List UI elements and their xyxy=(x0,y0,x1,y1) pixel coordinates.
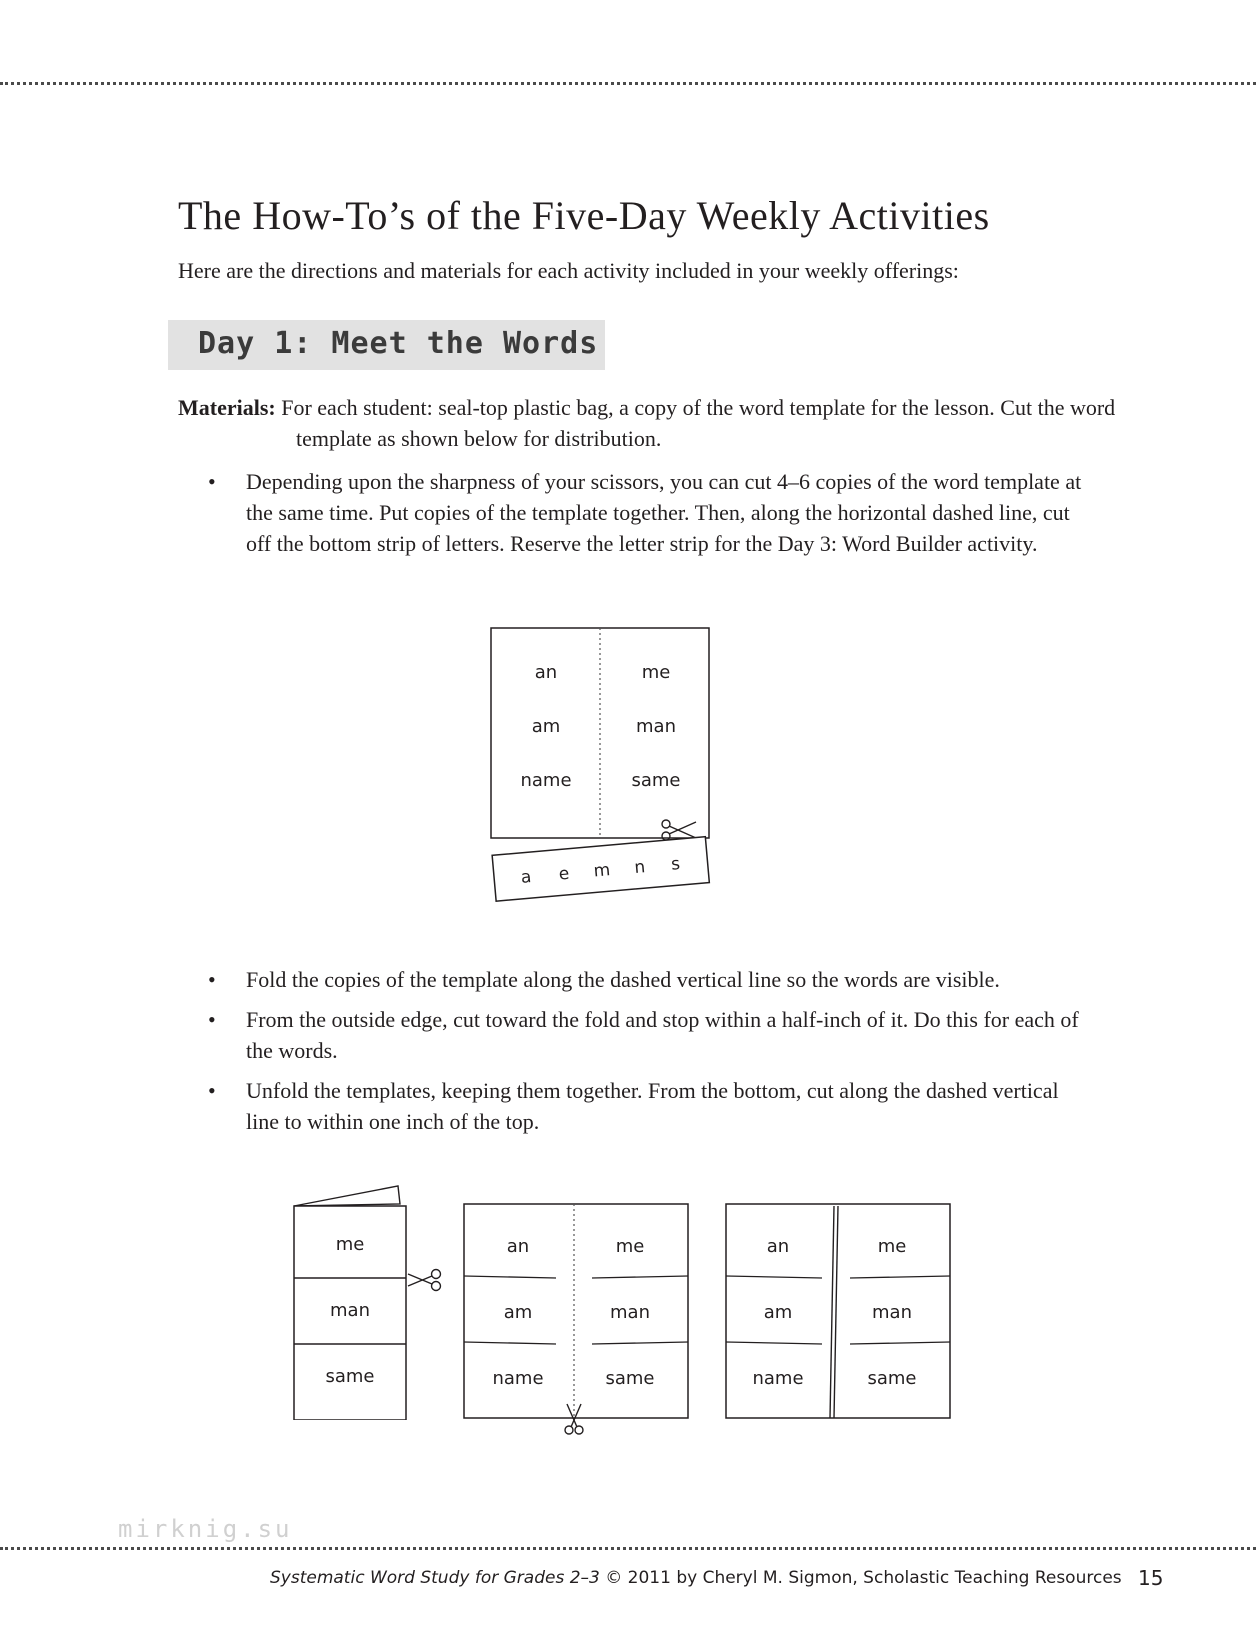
materials-paragraph xyxy=(178,392,1196,454)
final-template-figure xyxy=(722,1200,962,1430)
bullet-list-second xyxy=(208,964,1088,1146)
letter-strip xyxy=(492,837,709,901)
cut-right-word: same xyxy=(605,1368,655,1389)
cut-right-word: man xyxy=(610,1302,650,1323)
page-title: The How-To’s of the Five-Day Weekly Activities xyxy=(178,193,990,238)
top-dotted-rule xyxy=(0,82,1256,85)
day1-banner xyxy=(168,320,605,370)
template-left-word: am xyxy=(531,716,561,737)
folded-template-svg xyxy=(290,1180,450,1420)
final-right-word: man xyxy=(872,1302,912,1323)
bullet-item: • From the outside edge, cut toward the fold and stop within a half-inch of it. Do this for each of the words. xyxy=(208,1004,1088,1066)
scissors-icon xyxy=(662,820,696,840)
template-right-word: man xyxy=(636,716,676,737)
footer-credit xyxy=(270,1568,1122,1588)
template-right-word: me xyxy=(641,662,671,683)
bullet-item: • Fold the copies of the template along the dashed vertical line so the words are visible. xyxy=(208,964,1088,995)
watermark: mirknig.su xyxy=(118,1515,293,1543)
page-number: 15 xyxy=(1138,1566,1164,1590)
bullet-item: • Unfold the templates, keeping them together. From the bottom, cut along the dashed vertical line to within one inch of the top. xyxy=(208,1075,1088,1137)
word-template-svg xyxy=(470,622,730,922)
day1-banner-label: Day 1: Meet the Words xyxy=(198,326,599,361)
folded-word: same xyxy=(325,1366,375,1387)
strip-letter: s xyxy=(670,854,681,875)
strip-letter: m xyxy=(592,860,612,882)
final-template-svg xyxy=(722,1200,962,1430)
final-left-word: name xyxy=(752,1368,804,1389)
cut-template-figure xyxy=(460,1200,700,1440)
intro-text: Here are the directions and materials for each activity included in your weekly offerings: xyxy=(178,258,959,283)
folded-word: me xyxy=(335,1234,365,1255)
bottom-dotted-rule xyxy=(0,1547,1256,1550)
word-template-figure xyxy=(470,622,730,922)
final-right-word: same xyxy=(867,1368,917,1389)
template-left-word: an xyxy=(534,662,558,683)
bullet-item: • Depending upon the sharpness of your scissors, you can cut 4–6 copies of the word template at the same time. Put copies of the template together. Then, along the horizontal dashed line, cut off the bottom strip of letters. Reserve the letter strip for the Day 3: Word Builder activity. xyxy=(208,466,1088,559)
bullet-list-first xyxy=(208,466,1088,568)
footer-book-title: Systematic Word Study for Grades 2–3 xyxy=(270,1568,600,1588)
strip-letter: e xyxy=(557,863,571,885)
final-left-word: an xyxy=(766,1236,790,1257)
final-right-word: me xyxy=(877,1236,907,1257)
strip-letter: a xyxy=(520,867,533,888)
materials-text: For each student: seal-top plastic bag, a copy of the word template for the lesson. Cut the word template as shown below for distribution. xyxy=(281,395,1116,451)
cut-right-word: me xyxy=(615,1236,645,1257)
materials-label: Materials: xyxy=(178,395,276,420)
template-right-word: same xyxy=(631,770,681,791)
scissors-icon xyxy=(408,1270,441,1291)
footer-copyright: © 2011 by Cheryl M. Sigmon, Scholastic Teaching Resources xyxy=(599,1568,1122,1588)
cut-left-word: an xyxy=(506,1236,530,1257)
cut-template-svg xyxy=(460,1200,700,1440)
cut-left-word: name xyxy=(492,1368,544,1389)
folded-template-figure xyxy=(290,1180,450,1420)
strip-letter: n xyxy=(633,857,647,878)
template-left-word: name xyxy=(520,770,572,791)
folded-word: man xyxy=(330,1300,370,1321)
final-left-word: am xyxy=(763,1302,793,1323)
cut-left-word: am xyxy=(503,1302,533,1323)
